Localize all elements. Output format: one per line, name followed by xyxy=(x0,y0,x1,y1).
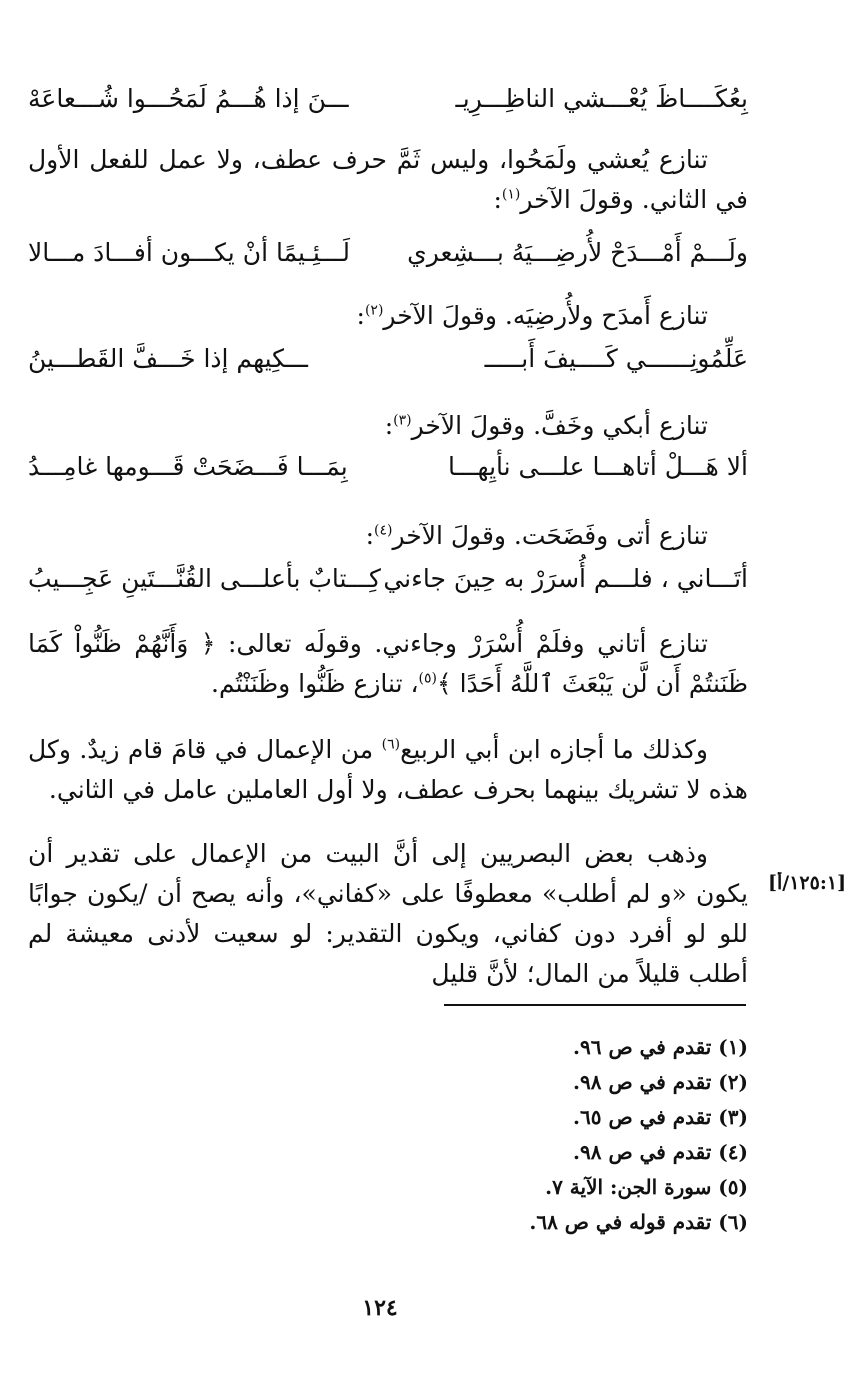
paragraph-2-tail: : xyxy=(356,301,365,330)
footnote-6: (٦) تقدم قوله في ص ٦٨. xyxy=(529,1210,748,1234)
verse-1 xyxy=(28,82,748,116)
paragraph-2-text: تنازع أَمدَح ولأُرضِيَه. وقولَ الآخر xyxy=(383,301,708,330)
paragraph-5-tail: ، تنازع ظَنُّوا وظَنَنْتُم. xyxy=(211,669,419,698)
footnote-ref-1: (١) xyxy=(501,186,521,203)
footnote-ref-4: (٤) xyxy=(374,522,393,539)
verse-3 xyxy=(28,342,748,376)
footnotes-list xyxy=(300,1030,748,1240)
paragraph-3-tail: : xyxy=(384,411,394,440)
footnote-ref-2: (٢) xyxy=(364,302,384,319)
page-number: ١٢٤ xyxy=(362,1295,398,1321)
verse-4 xyxy=(28,450,748,484)
manuscript-folio-reference: [١٢٥:١/أ] xyxy=(768,872,847,894)
verse-2 xyxy=(28,236,748,270)
footnote-4: (٤) تقدم في ص ٩٨. xyxy=(573,1140,748,1164)
paragraph-5 xyxy=(28,624,748,704)
paragraph-1-text: تنازع يُعشي ولَمَحُوا، وليس ثَمَّ حرف عطف، ولا عمل للفعل الأول في الثاني. وقولَ الآخر xyxy=(28,145,748,214)
footnote-5: (٥) سورة الجن: الآية ٧. xyxy=(545,1175,748,1199)
footnote-ref-3: (٣) xyxy=(393,412,412,429)
footnote-2: (٢) تقدم في ص ٩٨. xyxy=(573,1070,748,1094)
paragraph-1-tail: : xyxy=(493,185,502,214)
paragraph-6 xyxy=(28,730,748,810)
verse-5-first-hemistich: أتَـــاني ، فلـــم أُسرَرْ به حِينَ جاءني xyxy=(383,564,748,593)
verse-3-first-hemistich: عَلِّمُونِــــــي كَــــيفَ أَبـــــ xyxy=(484,344,748,373)
paragraph-3-text: تنازع أبكي وخَفَّ. وقولَ الآخر xyxy=(411,411,708,440)
paragraph-2 xyxy=(28,296,748,336)
paragraph-4-text: تنازع أتى وفَضَحَت. وقولَ الآخر xyxy=(392,521,708,550)
paragraph-5-text: تنازع أتاني وفلَمْ أُسْرَرْ وجاءني. وقولَه تعالى: ﴿ وَأَنَّهُمْ ظَنُّواْ كَمَا ظَنَنتُمْ أَن لَّن يَبْعَثَ ٱللَّهُ أَحَدًا ﴾ xyxy=(28,629,748,698)
footnote-ref-6: (٦) xyxy=(381,736,401,753)
verse-5 xyxy=(28,562,748,596)
verse-2-second-hemistich: لَـــئِـيمًا أنْ يكـــون أفـــادَ مـــالا xyxy=(28,238,351,267)
paragraph-7 xyxy=(28,834,748,994)
verse-3-second-hemistich: ـــكِيهم إذا خَـــفَّ القَطـــينُ xyxy=(28,344,308,373)
verse-1-first-hemistich: بِعُكَــــاظَ يُعْـــشي الناظِـــرِيـ xyxy=(455,84,748,113)
verse-5-second-hemistich: كِـــتابٌ بأعلـــى القُنَّـــتَينِ عَجِـــيبُ xyxy=(28,564,381,593)
verse-4-second-hemistich: بِمَـــا فَـــضَحَتْ قَـــومها غامِـــدُ xyxy=(28,452,348,481)
paragraph-1 xyxy=(28,140,748,220)
paragraph-7-text: وذهب بعض البصريين إلى أنَّ البيت من الإعمال على تقدير أن يكون «و لم أطلب» معطوفًا على «كفاني»، وأنه يصح أن /يكون جوابًا للو لو أفرد دون كفاني، ويكون التقدير: لو سعيت لأدنى معيشة لم أطلب قليلاً من المال؛ لأنَّ قليل xyxy=(28,839,748,988)
footnote-ref-5: (٥) xyxy=(418,670,438,687)
paragraph-3 xyxy=(28,406,748,446)
paragraph-4 xyxy=(28,516,748,556)
paragraph-4-tail: : xyxy=(365,521,374,550)
footnote-1: (١) تقدم في ص ٩٦. xyxy=(573,1035,748,1059)
verse-2-first-hemistich: ولَـــمْ أَمْـــدَحْ لأُرضِـــيَهُ بـــشِعري xyxy=(407,238,748,267)
verse-1-second-hemistich: ـــنَ إذا هُـــمُ لَمَحُـــوا شُـــعاعَهْ xyxy=(28,84,349,113)
paragraph-6-text: وكذلك ما أجازه ابن أبي الربيع xyxy=(400,735,708,764)
paragraph-6-tail: من الإعمال في قامَ قام زيدٌ. وكل هذه لا تشريك بينهما بحرف عطف، ولا أول العاملين عامل في الثاني. xyxy=(28,735,748,804)
verse-4-first-hemistich: ألا هَـــلْ أتاهـــا علـــى نأيِهـــا xyxy=(447,452,748,481)
footnote-3: (٣) تقدم في ص ٦٥. xyxy=(573,1105,748,1129)
footnote-divider xyxy=(444,1004,746,1006)
